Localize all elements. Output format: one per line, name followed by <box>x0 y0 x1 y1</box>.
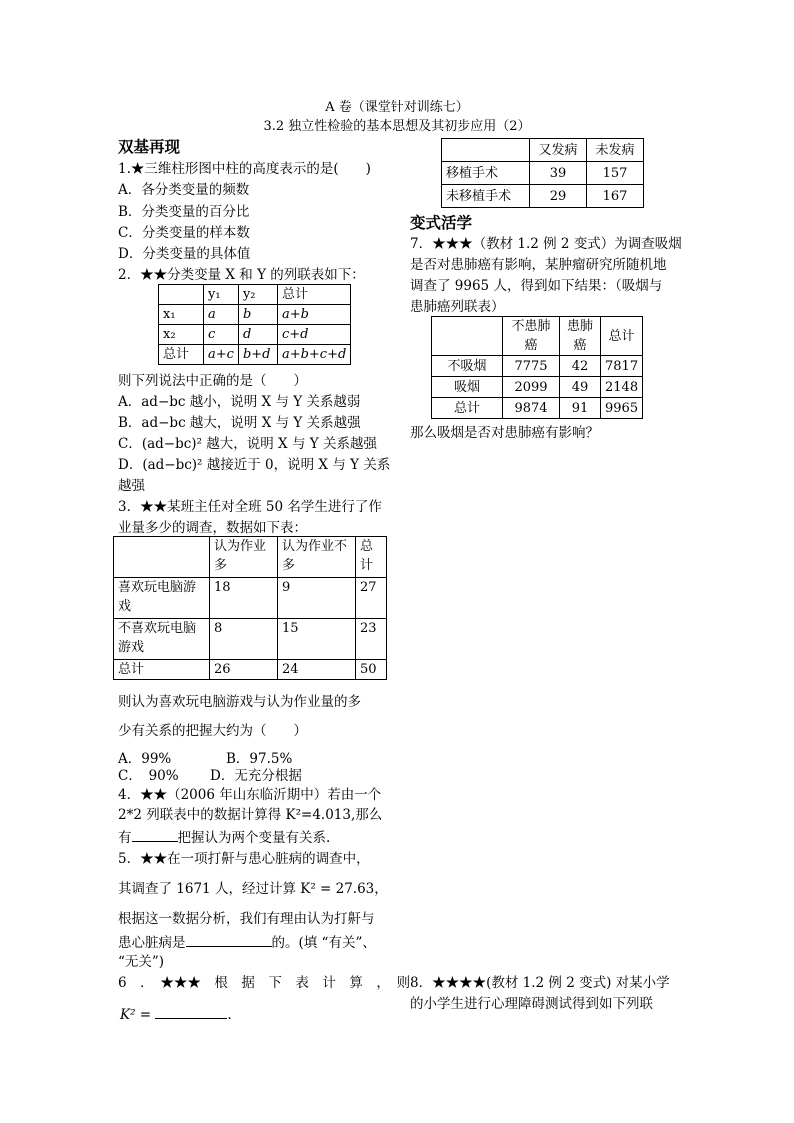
table-cell: 50 <box>356 660 387 680</box>
table-cell: 2148 <box>601 377 643 398</box>
table-cell: 26 <box>210 660 278 680</box>
q4-line2: 2*2 列联表中的数据计算得 K²=4.013,那么 <box>118 807 383 823</box>
table-cell: y₁ <box>204 285 239 305</box>
table-cell: a+c <box>204 345 239 365</box>
q4-line3-prefix: 有 <box>118 830 132 846</box>
table-cell <box>159 285 204 305</box>
q3-after-line1: 则认为喜欢玩电脑游戏与认为作业量的多 <box>118 694 361 710</box>
table-cell: 9965 <box>601 398 643 419</box>
table-cell: y₂ <box>238 285 277 305</box>
q1-option-d: D．分类变量的具体值 <box>118 246 251 262</box>
table-cell: 91 <box>560 398 601 419</box>
q3-option-a: A．99% <box>118 751 172 767</box>
q8-line1: 8．★★★★(教材 1.2 例 2 变式) 对某小学 <box>410 975 670 991</box>
table-cell: 27 <box>356 578 387 619</box>
table-cell: 42 <box>560 356 601 377</box>
q4-line1: 4．★★（2006 年山东临沂期中）若由一个 <box>118 787 382 803</box>
q3-option-d: D．无充分根据 <box>210 768 302 784</box>
table-cell: 23 <box>356 619 387 660</box>
q1-option-b: B．分类变量的百分比 <box>118 204 250 220</box>
table-cell: a+b <box>277 305 350 325</box>
table-cell: 又发病 <box>530 139 587 162</box>
table-cell: b <box>238 305 277 325</box>
q8-line2: 的小学生进行心理障碍测试得到如下列联 <box>410 996 653 1012</box>
table-row <box>442 162 644 185</box>
table-cell: 总计 <box>601 317 643 356</box>
table-cell: 7817 <box>601 356 643 377</box>
q6-line1: 6 ． ★★★ 根 据 下 表 计 算 ， 则 <box>118 975 411 991</box>
q3-survey-table <box>113 536 387 680</box>
q2-option-c: C．(ad−bc)² 越大，说明 X 与 Y 关系越强 <box>118 436 377 452</box>
table-row <box>432 317 643 356</box>
table-cell: 15 <box>278 619 356 660</box>
table-cell: 总计 <box>159 345 204 365</box>
q5-line5: “无关”) <box>118 954 165 970</box>
table-cell: 不患肺癌 <box>503 317 560 356</box>
q5-line4 <box>118 932 376 952</box>
q2-option-d: D．(ad−bc)² 越接近于 0，说明 X 与 Y 关系 <box>118 457 391 473</box>
table-row <box>114 537 387 578</box>
table-row <box>159 325 351 345</box>
q2-option-d-cont: 越强 <box>118 478 145 494</box>
q3-after-line2: 少有关系的把握大约为（ ） <box>118 723 307 739</box>
table-cell: 未发病 <box>587 139 644 162</box>
q1-option-a: A．各分类变量的频数 <box>118 182 250 198</box>
table-row <box>432 377 643 398</box>
table-cell: 不喜欢玩电脑游戏 <box>114 619 210 660</box>
table-cell <box>114 537 210 578</box>
table-cell: 吸烟 <box>432 377 503 398</box>
q3-stem-line2: 业量多少的调查，数据如下表： <box>118 520 307 536</box>
table-cell: 喜欢玩电脑游戏 <box>114 578 210 619</box>
table-cell: 157 <box>587 162 644 185</box>
q5-answer-blank[interactable] <box>186 932 272 947</box>
q6-line2: K² = . <box>120 1004 232 1024</box>
table-cell: 未移植手术 <box>442 185 530 208</box>
table-cell: 认为作业多 <box>210 537 278 578</box>
q5-line4-prefix: 患心脏病是 <box>118 935 186 951</box>
table-row <box>159 345 351 365</box>
table-cell: c+d <box>277 325 350 345</box>
q2-stem: 2．★★分类变量 X 和 Y 的列联表如下： <box>118 267 365 283</box>
table-row <box>159 305 351 325</box>
table-row <box>432 356 643 377</box>
table-cell: 总计 <box>277 285 350 305</box>
table-cell: 患肺癌 <box>560 317 601 356</box>
q5-line2: 其调查了 1671 人，经过计算 K² = 27.63， <box>118 881 388 897</box>
table-cell: 8 <box>210 619 278 660</box>
table-cell: 2099 <box>503 377 560 398</box>
table-row <box>442 185 644 208</box>
table-cell: 认为作业不多 <box>278 537 356 578</box>
table-cell: 24 <box>278 660 356 680</box>
q7-question: 那么吸烟是否对患肺癌有影响？ <box>410 425 599 441</box>
table-row <box>114 619 387 660</box>
q7-line1: 7．★★★（教材 1.2 例 2 变式）为调查吸烟 <box>410 236 682 252</box>
table-row <box>114 660 387 680</box>
table-cell: 总计 <box>356 537 387 578</box>
table-cell: 29 <box>530 185 587 208</box>
page-title: A 卷（课堂针对训练七） <box>325 100 469 115</box>
table-cell: 9874 <box>503 398 560 419</box>
table-row <box>442 139 644 162</box>
table-cell: 167 <box>587 185 644 208</box>
q3-stem-line1: 3．★★某班主任对全班 50 名学生进行了作 <box>118 499 382 515</box>
q1-option-c: C．分类变量的样本数 <box>118 225 250 241</box>
q6-answer-blank[interactable] <box>155 1004 227 1019</box>
table-cell <box>442 139 530 162</box>
q1-stem: 1.★三维柱形图中柱的高度表示的是( ) <box>118 161 371 177</box>
q7-smoking-table <box>431 316 643 419</box>
table-cell: b+d <box>238 345 277 365</box>
q2-option-a: A．ad−bc 越小，说明 X 与 Y 关系越弱 <box>118 394 361 410</box>
table-cell <box>432 317 503 356</box>
table-cell: 移植手术 <box>442 162 530 185</box>
table-row <box>159 285 351 305</box>
table-cell: d <box>238 325 277 345</box>
table-cell: 49 <box>560 377 601 398</box>
table-cell: a <box>204 305 239 325</box>
q3-option-b: B．97.5% <box>226 751 293 767</box>
table-cell: 9 <box>278 578 356 619</box>
q5-line4-suffix: 的。(填 “有关”、 <box>271 935 376 951</box>
q7-line2: 是否对患肺癌有影响，某肿瘤研究所随机地 <box>410 257 667 273</box>
q2-contingency-table <box>158 284 351 365</box>
section-heading-basics: 双基再现 <box>118 138 181 156</box>
q6-formula: K² = <box>120 1007 156 1023</box>
q5-line1: 5．★★在一项打鼾与患心脏病的调查中， <box>118 851 370 867</box>
table-cell: 7775 <box>503 356 560 377</box>
table-cell: c <box>204 325 239 345</box>
table-row <box>432 398 643 419</box>
table-cell: x₁ <box>159 305 204 325</box>
q2-option-b: B．ad−bc 越大，说明 X 与 Y 关系越强 <box>118 415 361 431</box>
q3-option-c: C． 90% <box>118 768 179 784</box>
q7-line3: 调查了 9965 人，得到如下结果：（吸烟与 <box>410 278 663 294</box>
q2-after-text: 则下列说法中正确的是（ ） <box>118 373 307 389</box>
q4-answer-blank[interactable] <box>132 827 178 842</box>
q6-transplant-table <box>441 138 644 208</box>
table-cell: 不吸烟 <box>432 356 503 377</box>
table-cell: 总计 <box>432 398 503 419</box>
q7-line4: 患肺癌列联表） <box>410 299 505 315</box>
table-cell: 18 <box>210 578 278 619</box>
table-cell: x₂ <box>159 325 204 345</box>
table-cell: a+b+c+d <box>277 345 350 365</box>
table-row <box>114 578 387 619</box>
table-cell: 总计 <box>114 660 210 680</box>
q4-line3 <box>118 827 330 847</box>
q5-line3: 根据这一数据分析，我们有理由认为打鼾与 <box>118 911 375 927</box>
page-subtitle: 3.2 独立性检验的基本思想及其初步应用（2） <box>263 119 531 134</box>
section-heading-variants: 变式活学 <box>410 214 473 232</box>
q4-line3-suffix: 把握认为两个变量有关系. <box>177 830 331 846</box>
table-cell: 39 <box>530 162 587 185</box>
